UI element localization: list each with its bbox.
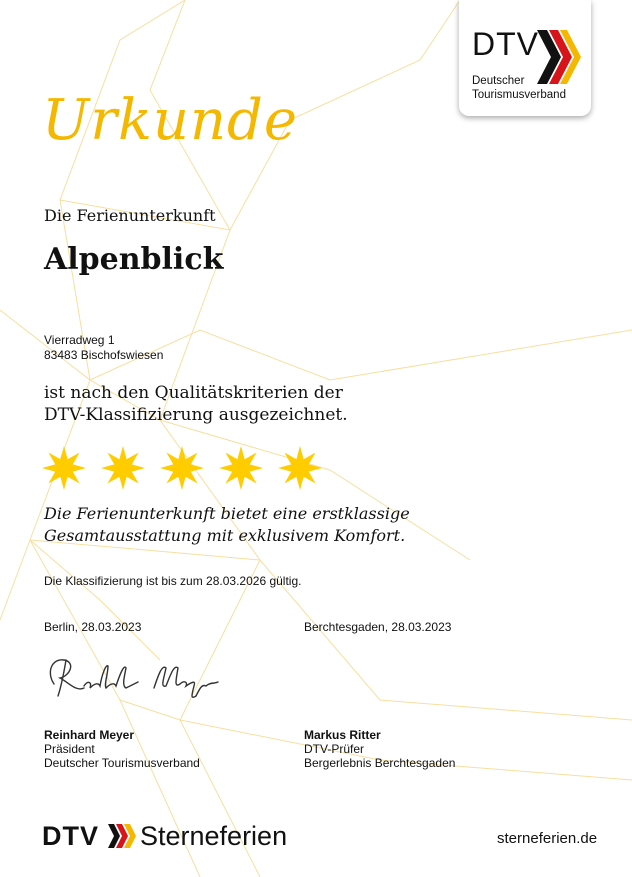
rating-description xyxy=(44,503,474,547)
sterneferien-logo xyxy=(42,818,288,854)
left-place-date: Berlin, 28.03.2023 xyxy=(44,620,142,634)
statement-line2: DTV-Klassifizierung ausgezeichnet. xyxy=(44,405,348,425)
right-signer-name: Markus Ritter xyxy=(304,728,381,742)
badge-org-line2: Tourismusverband xyxy=(472,89,566,101)
badge-logo-text: DTV xyxy=(472,26,539,62)
star-icon xyxy=(42,446,86,490)
star-rating xyxy=(40,443,340,493)
star-icon xyxy=(101,446,145,490)
star-icon xyxy=(278,446,322,490)
certificate-subtitle: Die Ferienunterkunft xyxy=(44,206,216,225)
address-city: 83483 Bischofswiesen xyxy=(44,348,164,362)
property-name: Alpenblick xyxy=(44,242,224,277)
address-street: Vierradweg 1 xyxy=(44,333,115,347)
website-link[interactable]: sterneferien.de xyxy=(497,830,598,847)
left-signer-role: Präsident xyxy=(44,742,95,756)
award-statement xyxy=(44,382,464,426)
footer-logo-brand: Sterneferien xyxy=(140,821,288,851)
description-line1: Die Ferienunterkunft bietet eine erstklassige xyxy=(44,504,410,523)
star-icon xyxy=(219,446,263,490)
validity-note: Die Klassifizierung ist bis zum 28.03.2026 gültig. xyxy=(44,574,302,588)
right-signer xyxy=(304,728,455,770)
handwritten-signature xyxy=(42,652,242,702)
footer-logo-dtv: DTV xyxy=(42,821,99,851)
left-signer xyxy=(44,728,200,770)
certificate-title: Urkunde xyxy=(42,88,299,153)
property-address xyxy=(44,333,163,363)
german-flag-chevrons-icon xyxy=(108,824,136,848)
left-signer-org: Deutscher Tourismusverband xyxy=(44,756,200,770)
statement-line1: ist nach den Qualitätskriterien der xyxy=(44,383,343,403)
badge-org-name xyxy=(472,74,566,102)
right-signer-role: DTV-Prüfer xyxy=(304,742,365,756)
left-signer-name: Reinhard Meyer xyxy=(44,728,135,742)
description-line2: Gesamtausstattung mit exklusivem Komfort. xyxy=(44,526,406,545)
dtv-badge xyxy=(459,0,591,116)
badge-org-line1: Deutscher xyxy=(472,75,525,87)
star-icon xyxy=(160,446,204,490)
right-signer-org: Bergerlebnis Berchtesgaden xyxy=(304,756,456,770)
right-place-date: Berchtesgaden, 28.03.2023 xyxy=(304,620,452,634)
